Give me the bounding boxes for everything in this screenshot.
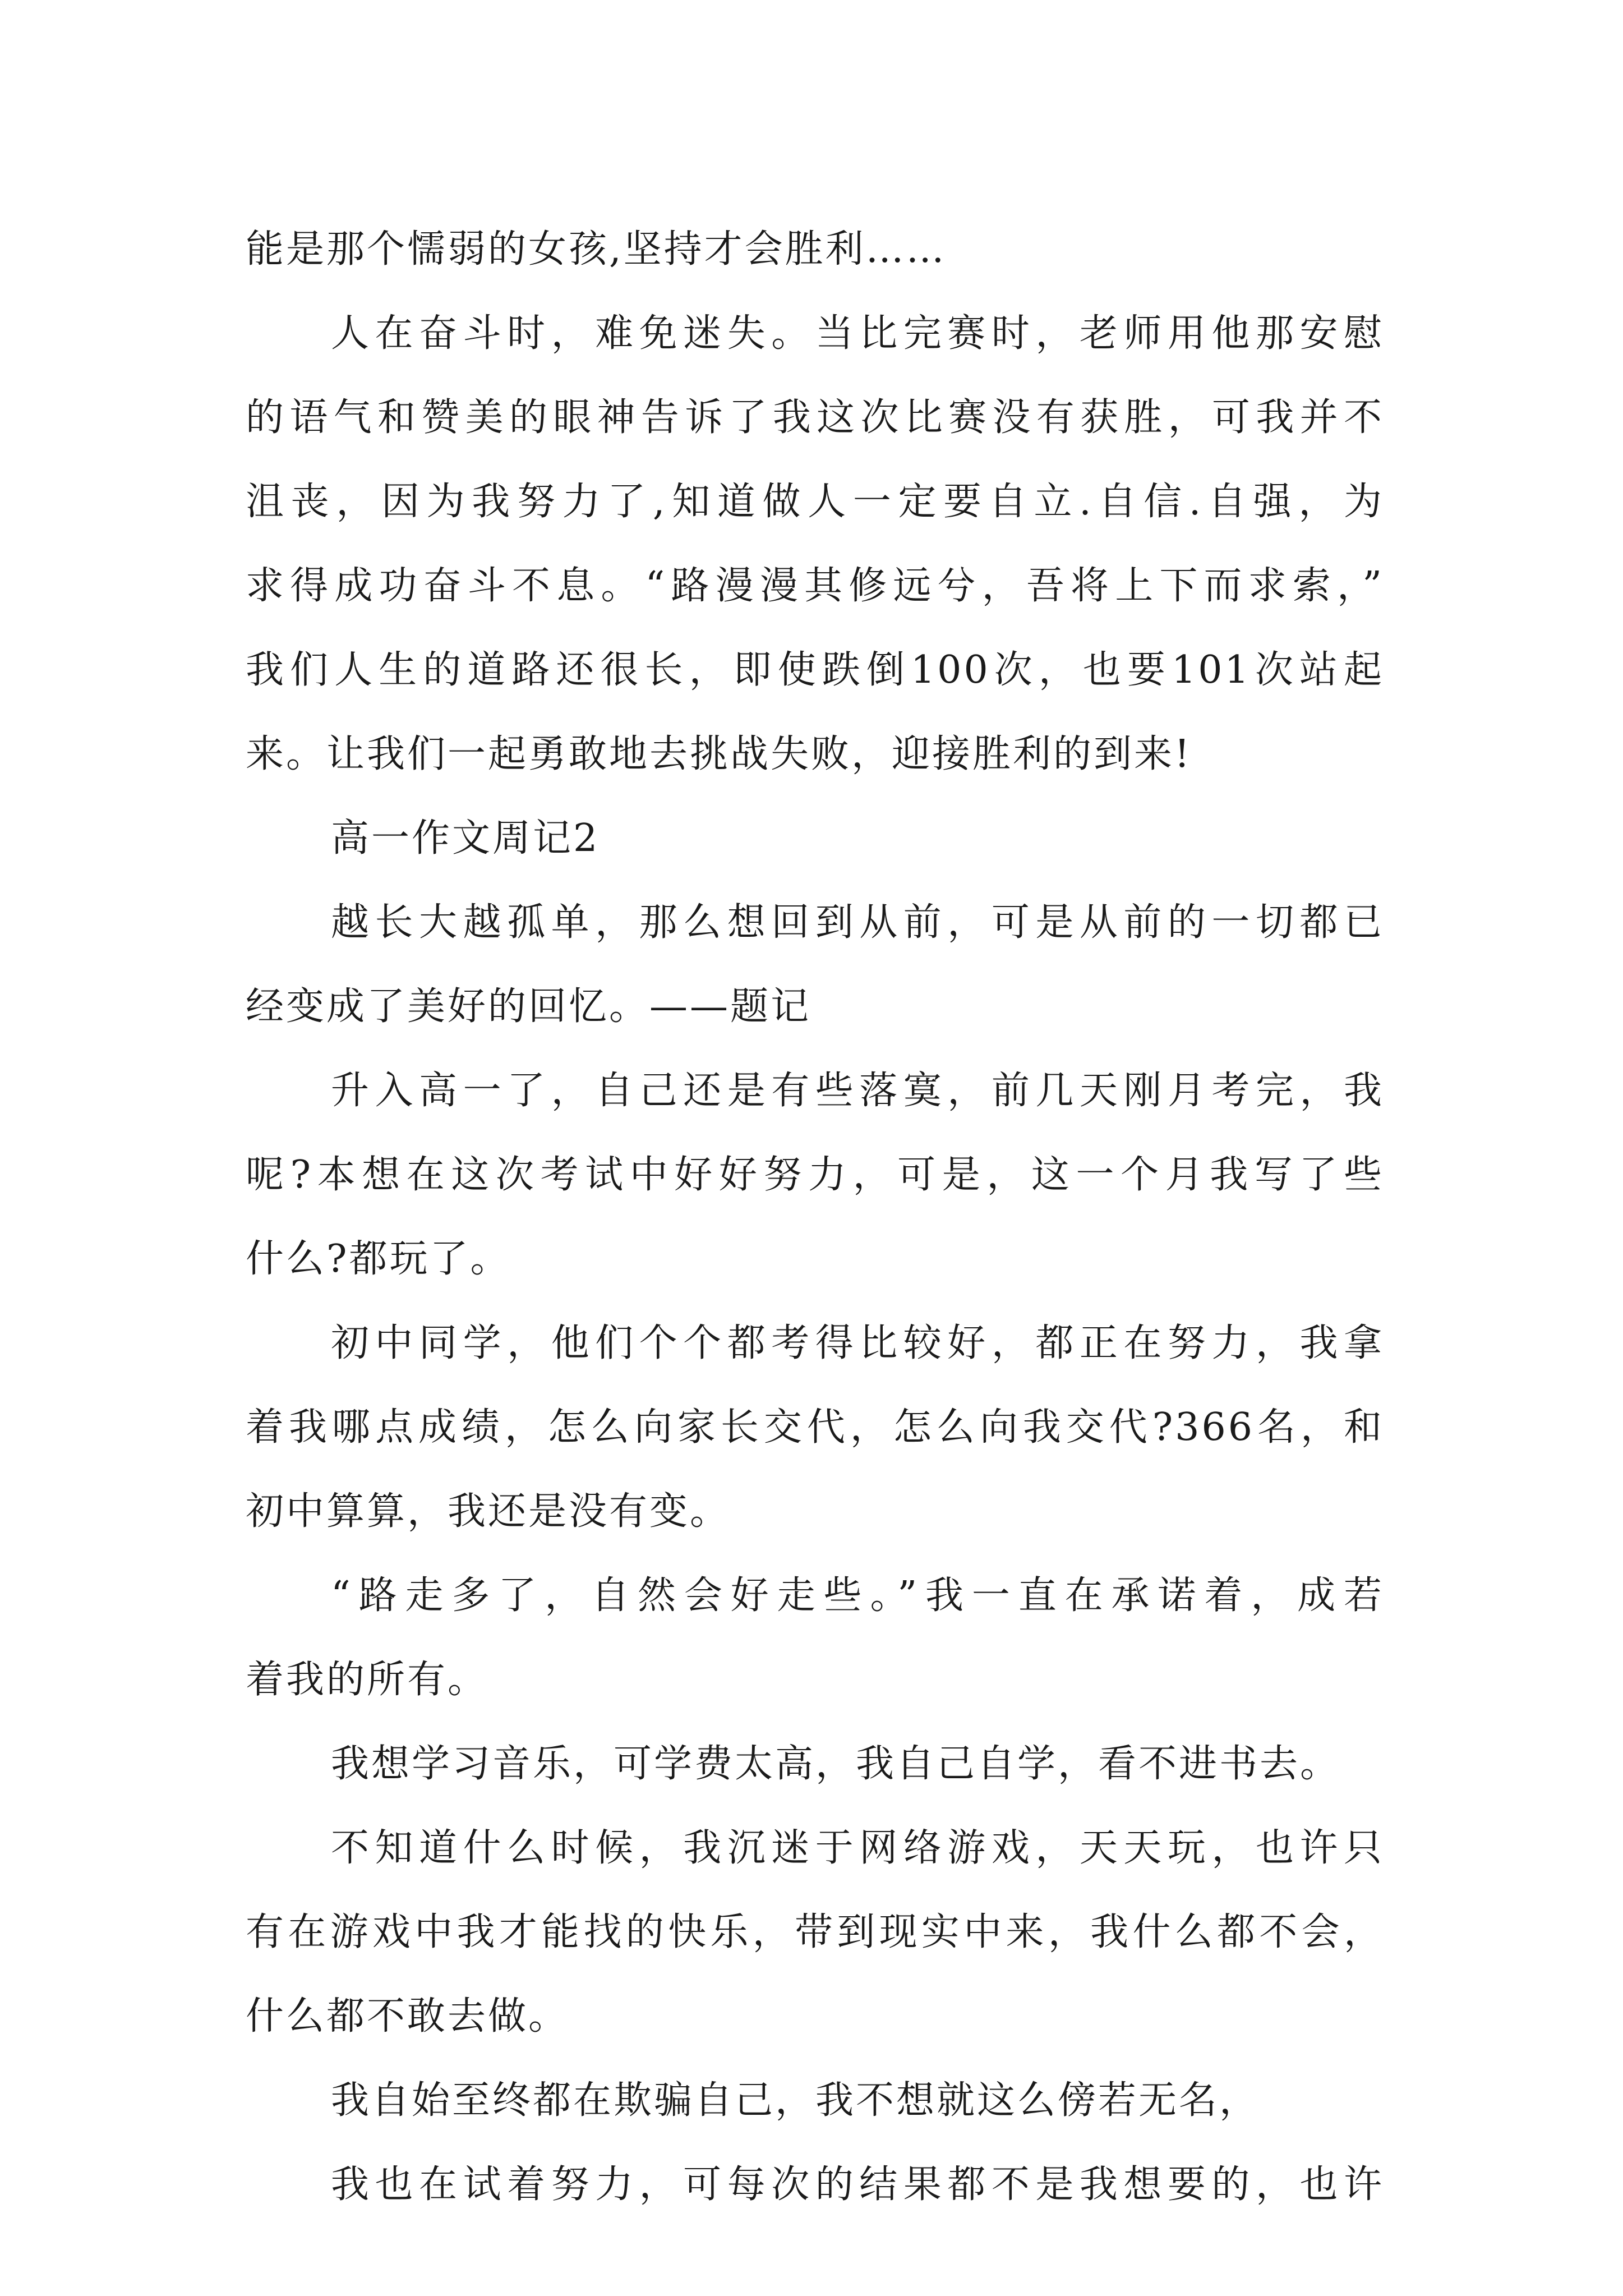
text-line: 初中算算，我还是没有变。 <box>246 1489 731 1534</box>
paragraph-first-line: 不知道什么时候，我沉迷于网络游戏，天天玩，也许只 <box>331 1826 1384 1870</box>
paragraph-first-line: 升入高一了，自己还是有些落寞，前几天刚月考完，我 <box>331 1069 1384 1113</box>
text-line: 的语气和赞美的眼神告诉了我这次比赛没有获胜，可我并不 <box>246 395 1384 440</box>
paragraph-first-line: “路走多了，自然会好走些。”我一直在承诺着，成若 <box>331 1573 1384 1618</box>
paragraph-first-line: 我自始至终都在欺骗自己，我不想就这么傍若无名， <box>331 2078 1260 2123</box>
text-line: 来。让我们一起勇敢地去挑战失败，迎接胜利的到来! <box>246 732 1192 776</box>
text-line: 经变成了美好的回忆。——题记 <box>246 984 811 1029</box>
text-line: 求得成功奋斗不息。“路漫漫其修远兮，吾将上下而求索，” <box>246 564 1384 608</box>
text-line: 我们人生的道路还很长，即使跌倒100次，也要101次站起 <box>246 648 1384 692</box>
text-line: 着我哪点成绩，怎么向家长交代，怎么向我交代?366名，和 <box>246 1405 1384 1450</box>
section-heading: 高一作文周记2 <box>331 816 600 861</box>
text-line: 有在游戏中我才能找的快乐，带到现实中来，我什么都不会， <box>246 1910 1384 1954</box>
text-line: 着我的所有。 <box>246 1658 488 1702</box>
essay-body <box>246 208 1384 2227</box>
paragraph-first-line: 我也在试着努力，可每次的结果都不是我想要的，也许 <box>331 2162 1384 2207</box>
paragraph-first-line: 人在奋斗时，难免迷失。当比完赛时，老师用他那安慰 <box>331 311 1384 356</box>
text-line: 沮丧，因为我努力了,知道做人一定要自立.自信.自强，为 <box>246 480 1384 524</box>
text-line: 能是那个懦弱的女孩,坚持才会胜利…… <box>246 227 947 272</box>
text-line: 什么都不敢去做。 <box>246 1994 569 2039</box>
text-line: 什么?都玩了。 <box>246 1237 511 1281</box>
paragraph-first-line: 我想学习音乐，可学费太高，我自己自学，看不进书去。 <box>331 1742 1341 1786</box>
paragraph-first-line: 初中同学，他们个个都考得比较好，都正在努力，我拿 <box>331 1321 1384 1365</box>
text-line: 呢?本想在这次考试中好好努力，可是，这一个月我写了些 <box>246 1153 1384 1197</box>
paragraph-first-line: 越长大越孤单，那么想回到从前，可是从前的一切都已 <box>331 900 1384 945</box>
